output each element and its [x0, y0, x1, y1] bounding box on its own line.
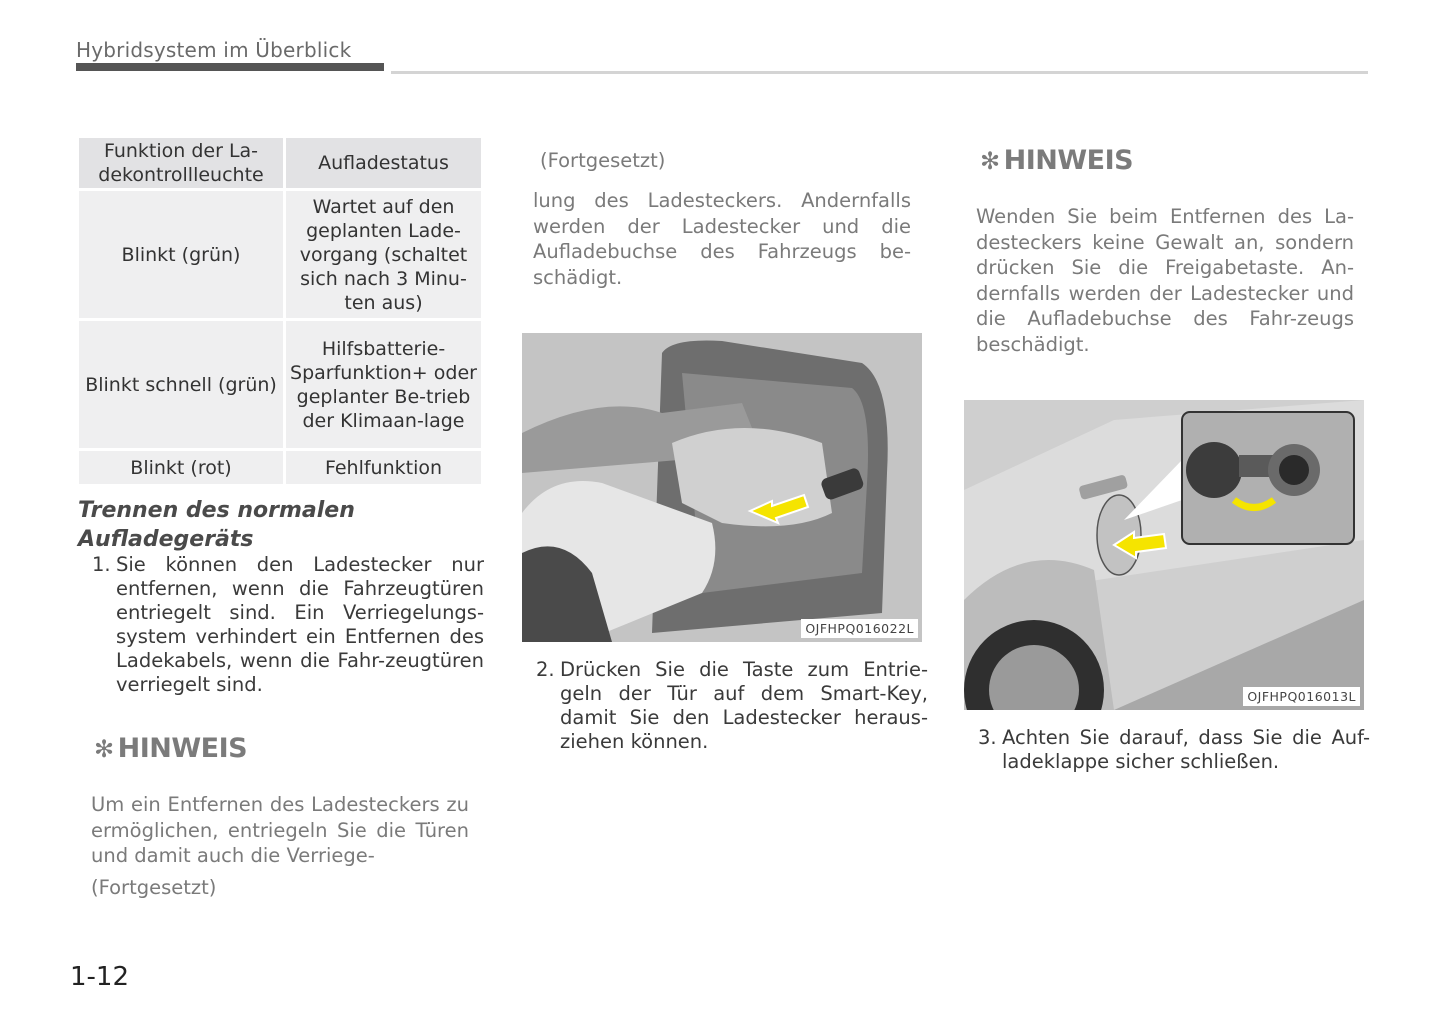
continued-label: (Fortgesetzt)	[91, 876, 217, 899]
table-cell-function: Blinkt schnell (grün)	[78, 320, 285, 450]
note-title-text: HINWEIS	[117, 733, 248, 764]
note-title	[980, 145, 1133, 176]
note-text: Um ein Entfernen des Ladesteckers zu ermöglichen, entriegeln Sie die Türen und damit auch die Verriege-	[91, 793, 469, 867]
step-item	[536, 658, 928, 754]
step-number: 1.	[92, 553, 111, 576]
section-heading-line: Trennen des normalen	[78, 498, 355, 523]
note-title-text: HINWEIS	[1003, 145, 1134, 176]
section-heading	[78, 496, 355, 554]
note-title	[94, 733, 247, 764]
table-cell-status: Wartet auf den geplanten Lade-vorgang (schaltet sich nach 3 Minu-ten aus)	[285, 190, 483, 320]
figure-code: OJFHPQ016022L	[801, 619, 918, 638]
table-cell-status: Fehlfunktion	[285, 450, 483, 486]
table-cell-function: Blinkt (rot)	[78, 450, 285, 486]
table-header-row	[78, 137, 483, 190]
table-row	[78, 450, 483, 486]
asterisk-icon: ✻	[980, 147, 1000, 175]
vehicle-side-illustration	[964, 400, 1364, 710]
table-row	[78, 320, 483, 450]
figure-charging-door	[964, 400, 1364, 710]
table-cell-status: Hilfsbatterie-Sparfunktion+ oder geplanter Be-trieb der Klimaan-lage	[285, 320, 483, 450]
page-number: 1-12	[70, 962, 130, 992]
column-header: Aufladestatus	[285, 137, 483, 190]
section-title: Hybridsystem im Überblick	[76, 38, 352, 62]
charge-indicator-table	[76, 135, 484, 487]
step-text: Sie können den Ladestecker nur entfernen, wenn die Fahrzeugtüren entriegelt sind. Ein Verriegelungs-system verhindert ein Entfernen des Ladekabels, wenn die Fahr-zeugtüren verriegelt sind.	[116, 553, 484, 696]
figure-unplug-connector	[522, 333, 922, 642]
header-rule-light	[391, 71, 1368, 74]
header-rule-dark	[76, 63, 384, 71]
table-row	[78, 190, 483, 320]
note-text: lung des Ladesteckers. Andernfalls werden der Ladestecker und die Aufladebuchse des Fahrzeugs be-schädigt.	[533, 189, 911, 289]
step-item	[92, 553, 484, 697]
step-number: 3.	[978, 726, 997, 749]
note-text: Wenden Sie beim Entfernen des La-desteckers keine Gewalt an, sondern drücken Sie die Freigabetaste. An-dernfalls werden der Ladestecker und die Aufladebuchse des Fahr-zeugs beschädigt.	[976, 205, 1354, 356]
step-text: Achten Sie darauf, dass Sie die Auf-ladeklappe sicher schließen.	[1002, 726, 1370, 773]
figure-code: OJFHPQ016013L	[1243, 687, 1360, 706]
step-number: 2.	[536, 658, 555, 681]
continued-label: (Fortgesetzt)	[540, 149, 666, 172]
asterisk-icon: ✻	[94, 735, 114, 763]
step-item	[978, 726, 1370, 774]
charging-plug-illustration	[522, 333, 922, 642]
table-cell-function: Blinkt (grün)	[78, 190, 285, 320]
section-heading-line: Aufladegeräts	[78, 527, 254, 552]
column-header: Funktion der La-dekontrollleuchte	[78, 137, 285, 190]
step-text: Drücken Sie die Taste zum Entrie-geln der Tür auf dem Smart-Key, damit Sie den Ladestecker heraus-ziehen können.	[560, 658, 928, 753]
